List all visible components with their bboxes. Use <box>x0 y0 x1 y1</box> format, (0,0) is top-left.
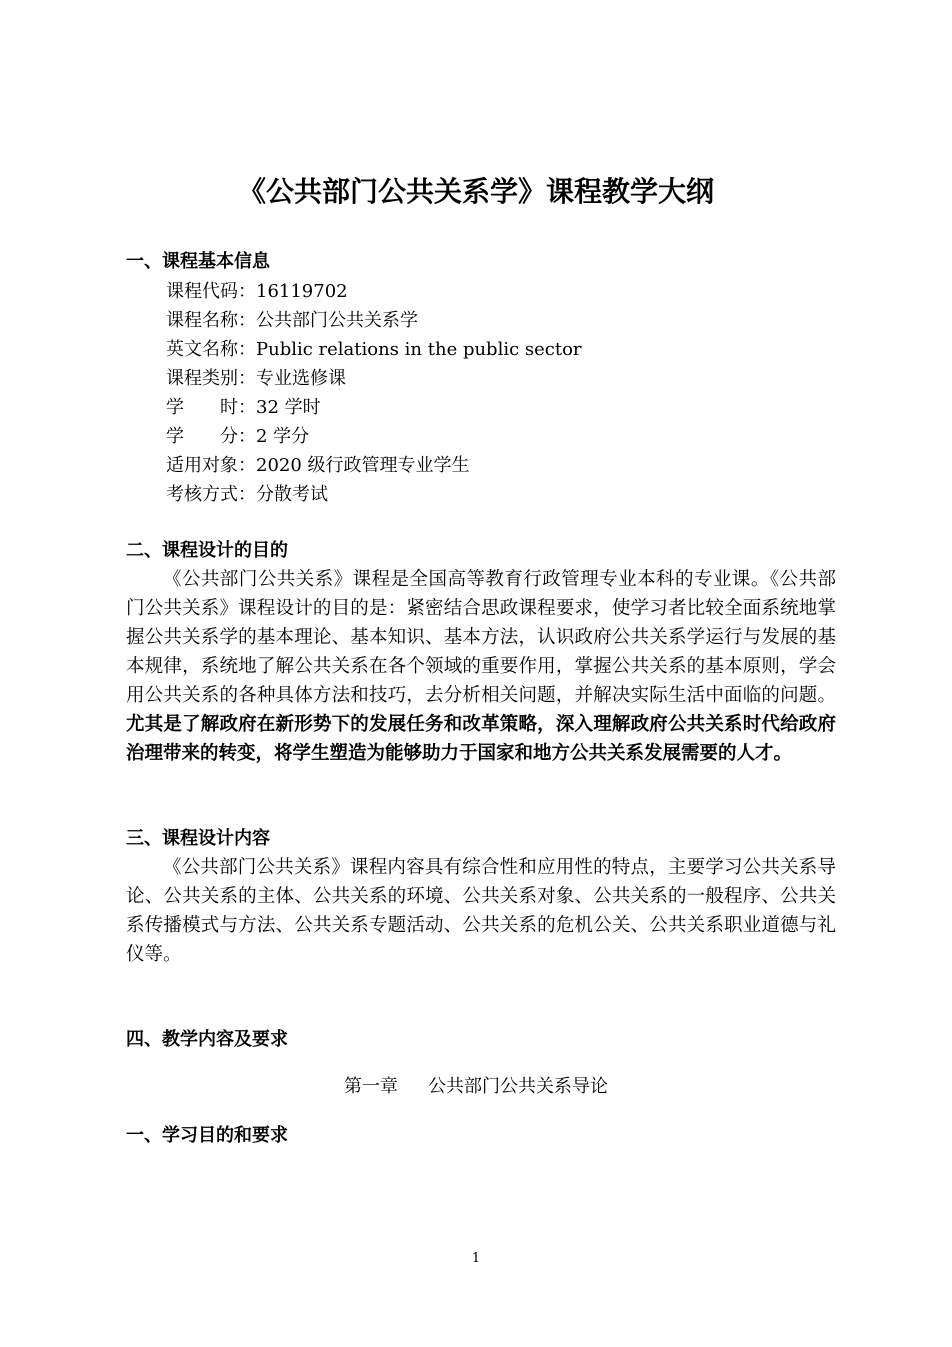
info-value: 2 学分 <box>256 426 310 447</box>
info-row-course-code <box>166 277 582 306</box>
info-key: 适用对象： <box>166 455 256 476</box>
sub-heading-learning-goals: 一、学习目的和要求 <box>126 1125 288 1146</box>
info-key: 课程名称： <box>166 310 256 331</box>
document-title: 《公共部门公共关系学》课程教学大纲 <box>237 175 714 208</box>
info-value: 2020 级行政管理专业学生 <box>256 455 470 476</box>
info-value: 公共部门公共关系学 <box>256 310 418 331</box>
info-row-target-students <box>166 451 582 480</box>
info-key: 考核方式： <box>166 484 256 505</box>
info-value: 32 学时 <box>256 397 321 418</box>
info-key: 英文名称： <box>166 339 256 360</box>
page-number: 1 <box>471 1251 481 1266</box>
section-heading-design-purpose: 二、课程设计的目的 <box>126 540 288 561</box>
chapter-number: 第一章 <box>344 1076 398 1097</box>
info-key: 学 时： <box>166 397 256 418</box>
section-heading-basic-info: 一、课程基本信息 <box>126 251 270 272</box>
info-value: Public relations in the public sector <box>256 339 582 360</box>
design-purpose-bold-text: 尤其是了解政府在新形势下的发展任务和改革策略，深入理解政府公共关系时代给政府治理带来的转变，将学生塑造为能够助力于国家和地方公共关系发展需要的人才。 <box>126 714 836 764</box>
course-info-list <box>166 277 582 509</box>
design-purpose-text: 《公共部门公共关系》课程是全国高等教育行政管理专业本科的专业课。《公共部门公共关系》课程设计的目的是：紧密结合思政课程要求，使学习者比较全面系统地掌握公共关系学的基本理论、基本知识、基本方法，认识政府公共关系学运行与发展的基本规律，系统地了解公共关系在各个领域的重要作用，掌握公共关系的基本原则，学会用公共关系的各种具体方法和技巧，去分析相关问题，并解决实际生活中面临的问题。 <box>126 569 836 706</box>
info-value: 16119702 <box>256 281 348 302</box>
chapter-heading <box>0 1073 952 1101</box>
info-row-credits <box>166 422 582 451</box>
info-key: 课程代码： <box>166 281 256 302</box>
chapter-title: 公共部门公共关系导论 <box>428 1076 608 1097</box>
info-row-english-name <box>166 335 582 364</box>
info-row-hours <box>166 393 582 422</box>
info-value: 专业选修课 <box>256 368 346 389</box>
info-row-course-type <box>166 364 582 393</box>
section-heading-design-content: 三、课程设计内容 <box>126 828 270 849</box>
info-key: 课程类别： <box>166 368 256 389</box>
design-purpose-paragraph <box>126 565 836 768</box>
info-key: 学 分： <box>166 426 256 447</box>
section-heading-teaching-content: 四、教学内容及要求 <box>126 1029 288 1050</box>
info-value: 分散考试 <box>256 484 328 505</box>
info-row-assessment <box>166 480 582 509</box>
design-content-paragraph: 《公共部门公共关系》课程内容具有综合性和应用性的特点，主要学习公共关系导论、公共关系的主体、公共关系的环境、公共关系对象、公共关系的一般程序、公共关系传播模式与方法、公共关系专题活动、公共关系的危机公关、公共关系职业道德与礼仪等。 <box>126 857 836 965</box>
info-row-course-name <box>166 306 582 335</box>
